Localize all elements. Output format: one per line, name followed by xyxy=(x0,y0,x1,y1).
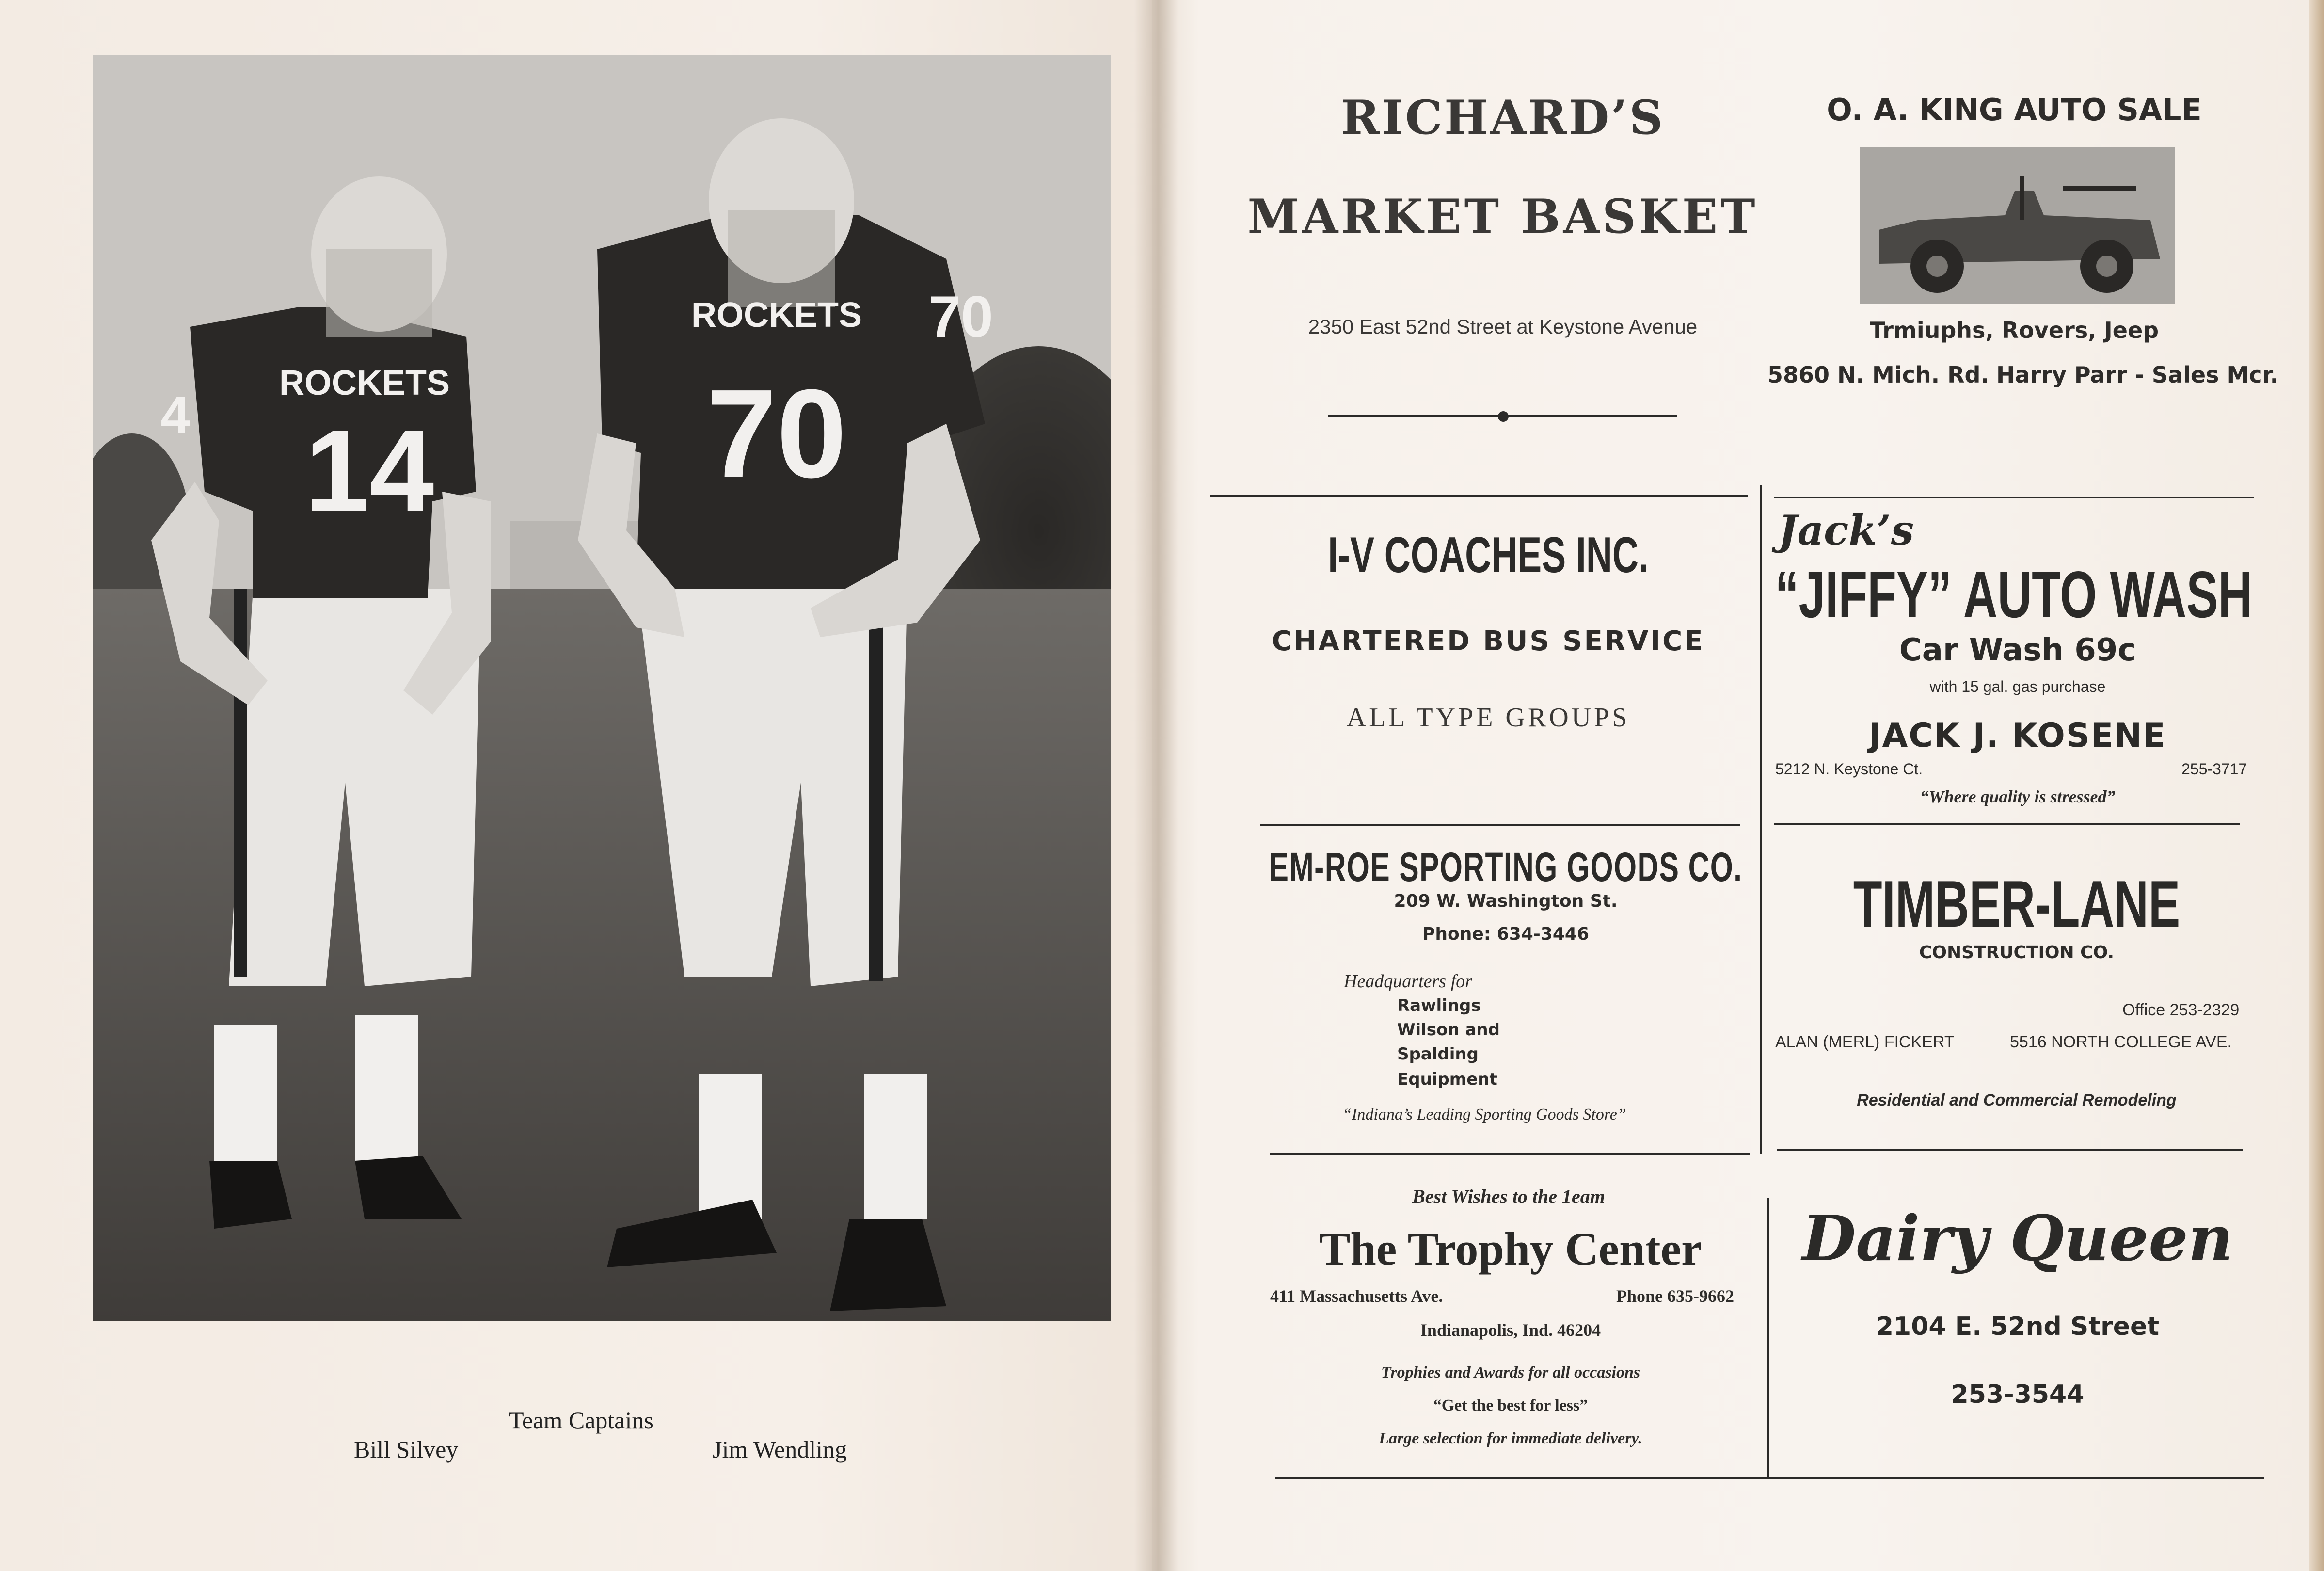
emroe-name: EM-ROE SPORTING GOODS CO. xyxy=(1269,844,1743,890)
rule-mid-right xyxy=(1774,823,2240,825)
emroe-hq: Headquarters for xyxy=(1344,971,1472,992)
dairy-name: Dairy Queen xyxy=(1802,1202,2233,1275)
emroe-slogan: “Indiana’s Leading Sporting Goods Store” xyxy=(1342,1106,1626,1123)
king-name: O. A. KING AUTO SALE xyxy=(1827,92,2202,128)
trophy-line3: Large selection for immediate delivery. xyxy=(1379,1429,1642,1447)
jiffy-address: 5212 N. Keystone Ct. xyxy=(1775,760,1923,778)
trophy-line1: Trophies and Awards for all occasions xyxy=(1381,1363,1640,1381)
richards-address: 2350 East 52nd Street at Keystone Avenue xyxy=(1308,315,1698,338)
rule-lower-right xyxy=(1777,1149,2243,1151)
richards-line1: RICHARD’S xyxy=(1340,90,1665,145)
king-address: 5860 N. Mich. Rd. xyxy=(1767,362,1989,388)
photo-illustration xyxy=(93,55,1111,1321)
king-manager: Harry Parr - Sales Mcr. xyxy=(1996,362,2279,388)
jeep-icon xyxy=(1860,147,2175,304)
timber-name: TIMBER-LANE xyxy=(1853,867,2181,941)
jeep-photo xyxy=(1860,147,2175,304)
rule-top-left xyxy=(1210,495,1748,497)
rule-vertical-lower xyxy=(1767,1198,1769,1479)
page-edge xyxy=(2309,0,2324,1571)
trophy-phone: Phone 635-9662 xyxy=(1616,1286,1734,1306)
right-sleeve-number: 70 xyxy=(928,284,993,349)
left-sleeve-number: 4 xyxy=(160,385,191,445)
emroe-brand1: Rawlings xyxy=(1397,996,1481,1015)
page-gutter xyxy=(1134,0,1178,1571)
emroe-phone: Phone: 634-3446 xyxy=(1422,924,1590,944)
trophy-address: 411 Massachusetts Ave. xyxy=(1270,1286,1443,1306)
emroe-brand4: Equipment xyxy=(1397,1070,1497,1089)
rule-vertical-upper xyxy=(1760,485,1762,1154)
jiffy-price: Car Wash 69c xyxy=(1899,632,2136,668)
king-brands: Trmiuphs, Rovers, Jeep xyxy=(1869,317,2159,343)
rule-bottom xyxy=(1275,1477,2264,1479)
trophy-city: Indianapolis, Ind. 46204 xyxy=(1420,1320,1601,1340)
rule-top-right xyxy=(1774,497,2254,498)
rule-mid-left xyxy=(1260,824,1740,826)
right-jersey-text: ROCKETS xyxy=(691,296,862,335)
jiffy-phone: 255-3717 xyxy=(2181,760,2247,778)
caption-title: Team Captains xyxy=(509,1407,653,1434)
dairy-address: 2104 E. 52nd Street xyxy=(1876,1312,2160,1341)
left-jersey-text: ROCKETS xyxy=(279,364,450,402)
jiffy-script: Jack’s xyxy=(1778,506,1914,554)
emroe-brand2: Wilson and xyxy=(1397,1020,1500,1040)
timber-sub: CONSTRUCTION CO. xyxy=(1919,943,2115,962)
emroe-brand3: Spalding xyxy=(1397,1044,1479,1064)
dairy-phone: 253-3544 xyxy=(1951,1380,2085,1409)
caption-right-name: Jim Wendling xyxy=(713,1436,847,1463)
trophy-name: The Trophy Center xyxy=(1319,1223,1702,1275)
iv-name: I-V COACHES INC. xyxy=(1328,527,1649,583)
right-jersey-number: 70 xyxy=(706,364,847,504)
trophy-line2: “Get the best for less” xyxy=(1433,1396,1588,1414)
caption-left-name: Bill Silvey xyxy=(354,1436,459,1463)
emroe-address: 209 W. Washington St. xyxy=(1394,891,1618,911)
jiffy-condition: with 15 gal. gas purchase xyxy=(1929,678,2106,695)
iv-groups: ALL TYPE GROUPS xyxy=(1346,703,1630,733)
jiffy-name: “JIFFY” AUTO WASH xyxy=(1775,558,2253,631)
timber-office: Office 253-2329 xyxy=(2122,1001,2240,1019)
jiffy-owner: JACK J. KOSENE xyxy=(1869,717,2166,755)
left-jersey-number: 14 xyxy=(304,406,434,536)
timber-address: 5516 NORTH COLLEGE AVE. xyxy=(2010,1033,2232,1051)
timber-tagline: Residential and Commercial Remodeling xyxy=(1857,1091,2177,1109)
jiffy-slogan: “Where quality is stressed” xyxy=(1920,787,2116,806)
richards-line2: MARKET BASKET xyxy=(1247,189,1758,244)
trophy-wishes: Best Wishes to the 1eam xyxy=(1412,1186,1605,1207)
rule-lower-left xyxy=(1270,1153,1750,1155)
iv-service: CHARTERED BUS SERVICE xyxy=(1272,625,1705,657)
team-captains-photo xyxy=(93,55,1111,1321)
divider-dot-icon xyxy=(1498,411,1509,422)
timber-owner: ALAN (MERL) FICKERT xyxy=(1775,1033,1955,1051)
